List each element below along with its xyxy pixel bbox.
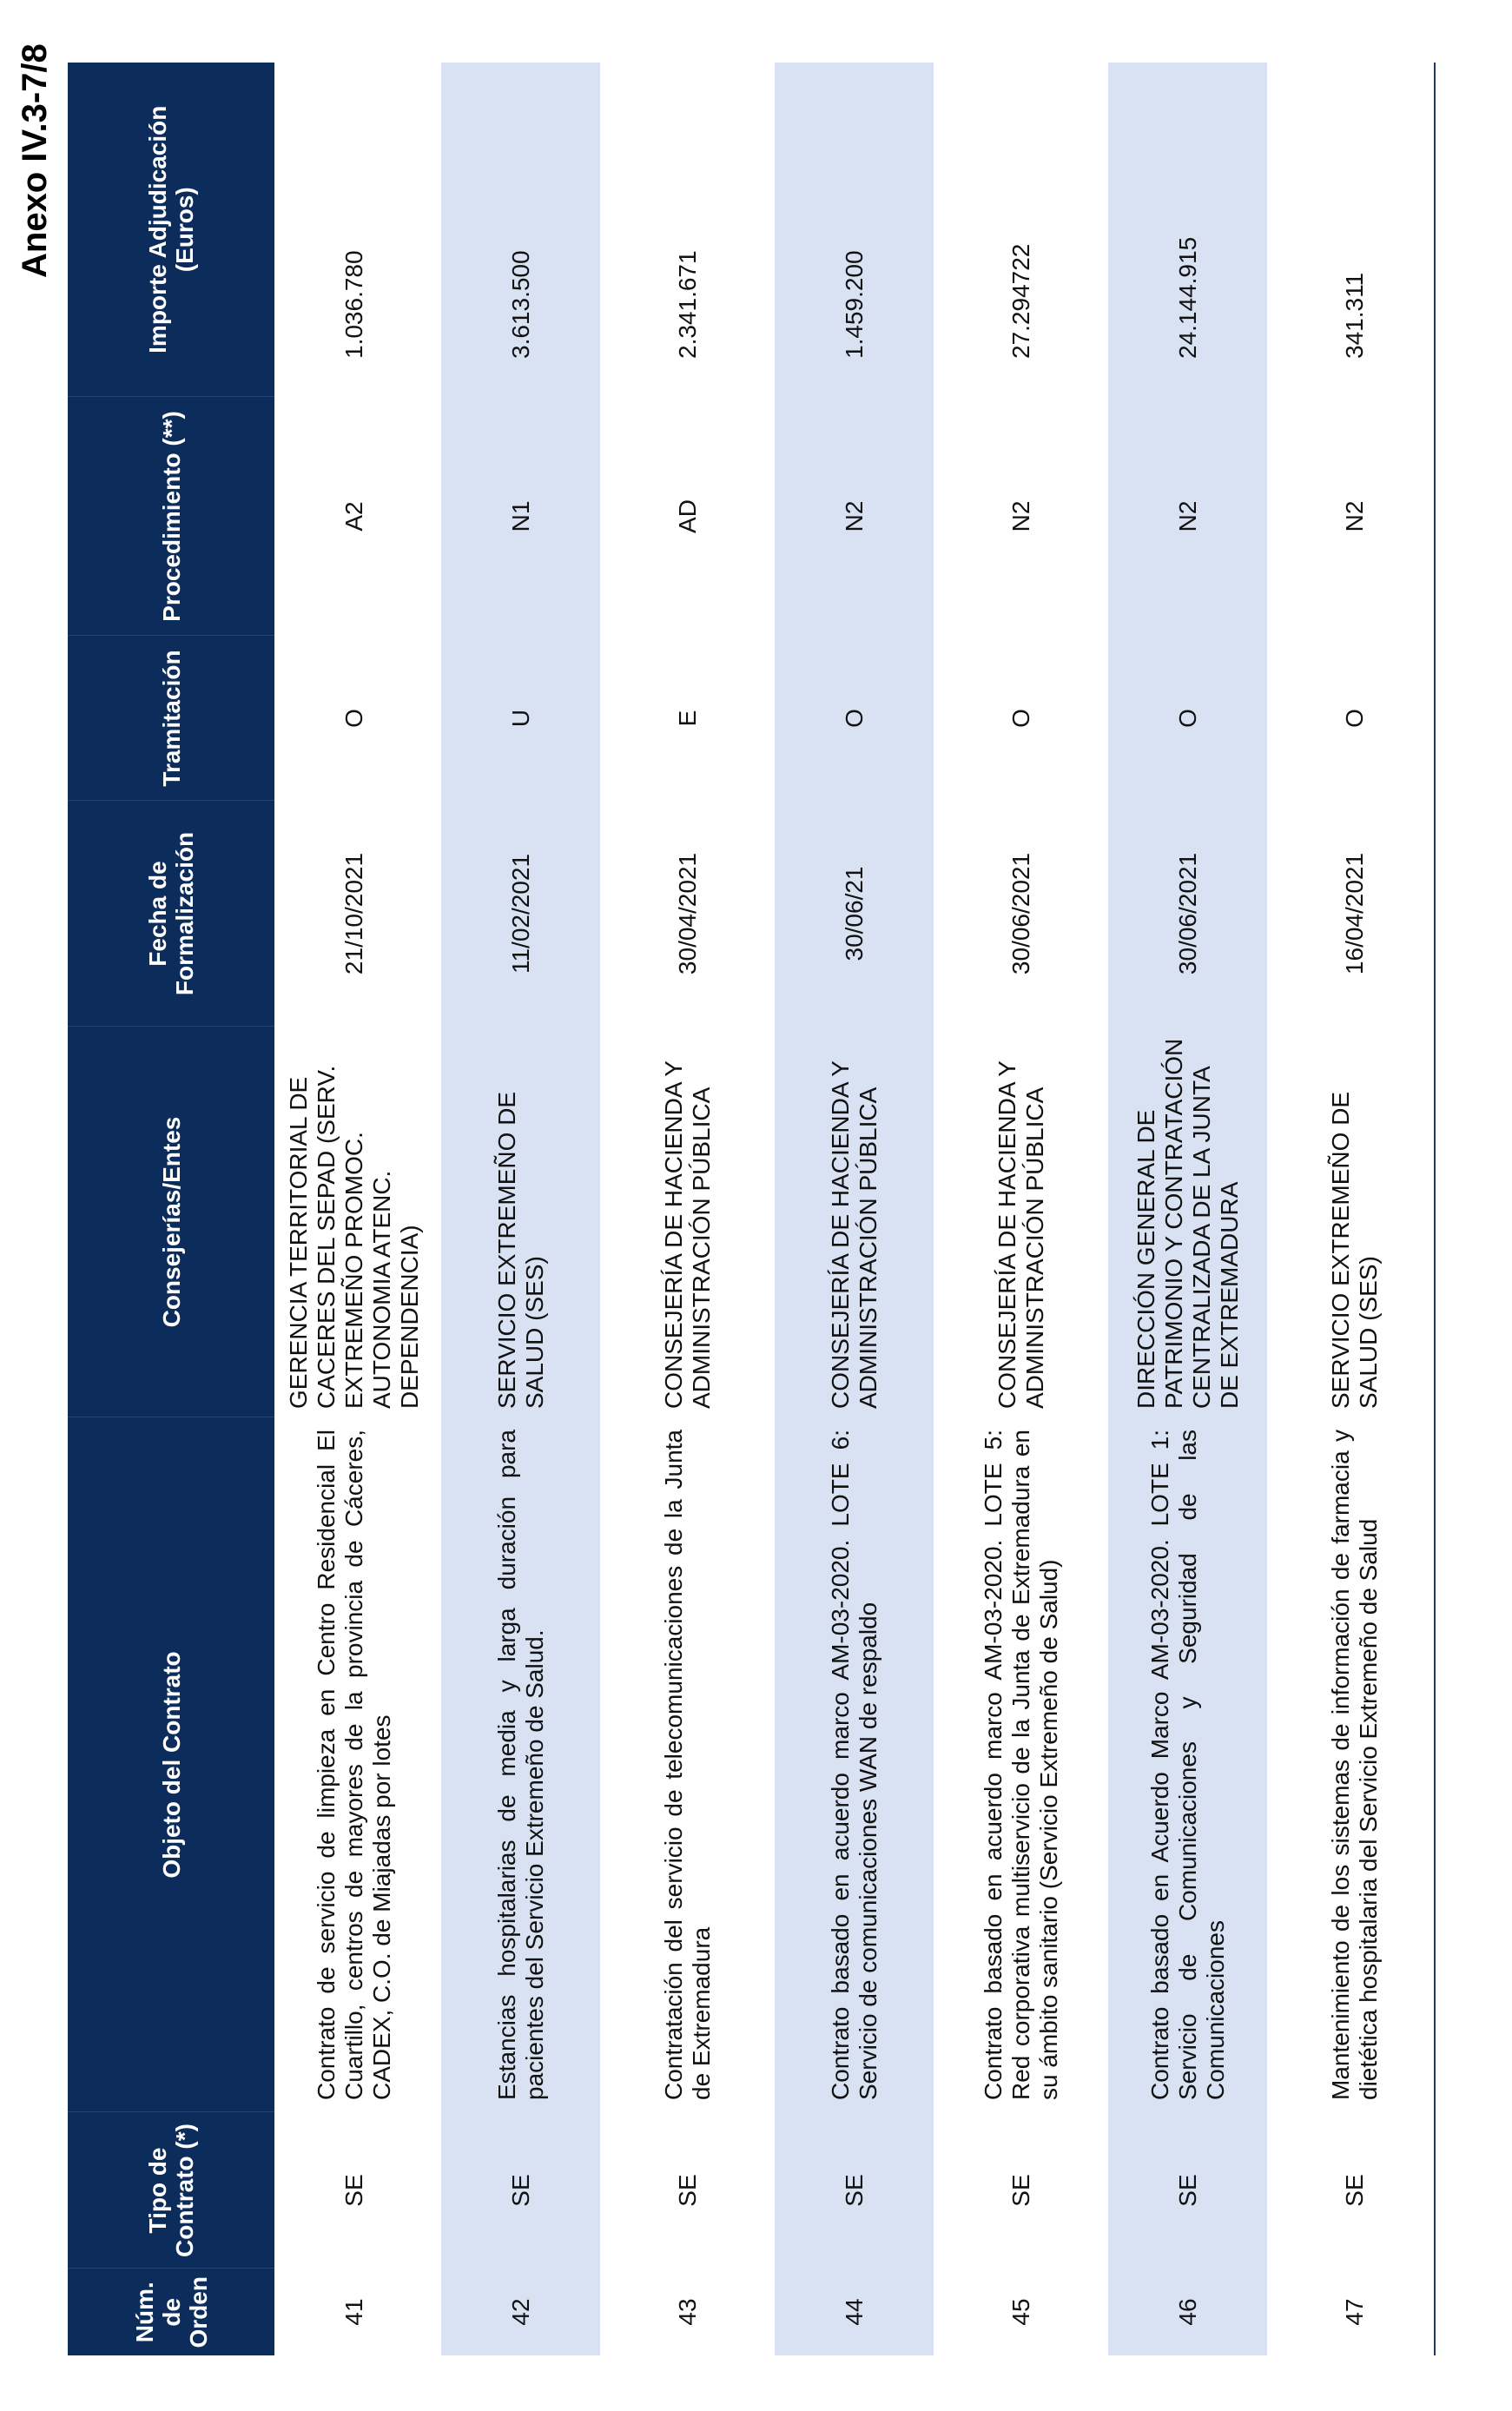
table-row <box>938 63 1105 2355</box>
cell-importe: 27.294722 <box>1007 243 1034 359</box>
cell-procedimiento: N2 <box>1007 500 1034 532</box>
cell-tramitacion: U <box>438 636 604 801</box>
cell-tipo: SE <box>1340 2174 1368 2207</box>
cell-tramitacion: O <box>1007 709 1034 728</box>
cell-importe: 24.144.915 <box>1105 63 1271 397</box>
cell-procedimiento: N2 <box>771 397 938 636</box>
cell-tipo: SE <box>1105 2112 1271 2269</box>
cell-entidad: SERVICIO EXTREMEÑO DE SALUD (SES) <box>1326 1091 1382 1409</box>
cell-fecha: 21/10/2021 <box>340 852 367 975</box>
table-row <box>771 63 938 2355</box>
cell-num: 42 <box>438 2269 604 2355</box>
cell-tipo: SE <box>771 2112 938 2269</box>
header-tipo-contrato: Tipo de Contrato (*) <box>68 2112 274 2269</box>
header-consejerias: Consejerías/Entes <box>68 1027 274 1417</box>
cell-tipo: SE <box>438 2112 604 2269</box>
cell-num: 45 <box>1007 2298 1034 2326</box>
cell-objeto: Contrato basado en Acuerdo Marco AM-03-2020. LOTE 1: Servicio de Comunicaciones y Seguridad de las Comunicaciones <box>1105 1417 1271 2112</box>
cell-num: 44 <box>771 2269 938 2355</box>
cell-entidad: CONSEJERÍA DE HACIENDA Y ADMINISTRACIÓN PÚBLICA <box>659 1060 715 1409</box>
cell-fecha: 30/04/2021 <box>673 852 701 975</box>
cell-procedimiento: N2 <box>1105 397 1271 636</box>
cell-num: 47 <box>1340 2298 1368 2326</box>
cell-fecha: 30/06/2021 <box>1105 801 1271 1027</box>
contracts-table <box>68 63 1436 2355</box>
table-row <box>1271 63 1436 2355</box>
cell-tramitacion: O <box>340 709 367 728</box>
cell-tramitacion: O <box>1340 709 1368 728</box>
cell-procedimiento: AD <box>673 499 701 533</box>
cell-objeto: Estancias hospitalarias de media y larga duración para pacientes del Servicio Extremeño de Salud. <box>438 1417 604 2112</box>
cell-fecha: 30/06/21 <box>771 801 938 1027</box>
cell-objeto: Contratación del servicio de telecomunicaciones de la Junta de Extremadura <box>659 1430 715 2100</box>
cell-importe: 2.341.671 <box>673 250 701 359</box>
cell-importe: 1.036.780 <box>340 250 367 359</box>
cell-procedimiento: N2 <box>1340 500 1368 532</box>
cell-num: 43 <box>673 2298 701 2326</box>
cell-procedimiento: N1 <box>438 397 604 636</box>
cell-tramitacion: O <box>1105 636 1271 801</box>
cell-objeto: Contrato basado en acuerdo marco AM-03-2020. LOTE 6: Servicio de comunicaciones WAN de respaldo <box>771 1417 938 2112</box>
annex-title: Anexo IV.3-7/8 <box>16 43 54 278</box>
cell-entidad: SERVICIO EXTREMEÑO DE SALUD (SES) <box>438 1027 604 1417</box>
cell-importe: 1.459.200 <box>771 63 938 397</box>
table-row <box>604 63 771 2355</box>
cell-tipo: SE <box>1007 2174 1034 2207</box>
cell-importe: 341.311 <box>1340 272 1368 359</box>
table-row <box>274 63 438 2355</box>
cell-tramitacion: E <box>673 710 701 727</box>
header-row <box>68 63 274 2355</box>
cell-entidad: CONSEJERÍA DE HACIENDA Y ADMINISTRACIÓN PÚBLICA <box>771 1027 938 1417</box>
header-num-orden: Núm. de Orden <box>68 2269 274 2355</box>
cell-importe: 3.613.500 <box>438 63 604 397</box>
cell-num: 46 <box>1105 2269 1271 2355</box>
cell-objeto: Contrato basado en acuerdo marco AM-03-2020. LOTE 5: Red corporativa multiservicio de la Junta de Extremadura en su ámbito sanitario (Servicio Extremeño de Salud) <box>979 1430 1062 2100</box>
header-importe: Importe Adjudicación (Euros) <box>68 63 274 397</box>
cell-fecha: 30/06/2021 <box>1007 852 1034 975</box>
cell-entidad: DIRECCIÓN GENERAL DE PATRIMONIO Y CONTRATACIÓN CENTRALIZADA DE LA JUNTA DE EXTREMADURA <box>1105 1027 1271 1417</box>
table-row <box>1105 63 1271 2355</box>
header-tramitacion: Tramitación <box>68 636 274 801</box>
cell-tipo: SE <box>673 2174 701 2207</box>
cell-tipo: SE <box>340 2174 367 2207</box>
cell-fecha: 16/04/2021 <box>1340 852 1368 975</box>
cell-objeto: Mantenimiento de los sistemas de información de farmacia y dietética hospitalaria del Servicio Extremeño de Salud <box>1326 1430 1382 2100</box>
cell-entidad: CONSEJERÍA DE HACIENDA Y ADMINISTRACIÓN PÚBLICA <box>993 1060 1048 1409</box>
cell-objeto: Contrato de servicio de limpieza en Centro Residencial El Cuartillo, centros de mayores de la provincia de Cáceres, CADEX, C.O. de Miajadas por lotes <box>312 1430 395 2100</box>
header-procedimiento: Procedimiento (**) <box>68 397 274 636</box>
cell-procedimiento: A2 <box>340 501 367 532</box>
header-fecha: Fecha de Formalización <box>68 801 274 1027</box>
cell-fecha: 11/02/2021 <box>438 801 604 1027</box>
header-objeto: Objeto del Contrato <box>68 1417 274 2112</box>
cell-tramitacion: O <box>771 636 938 801</box>
cell-entidad: GERENCIA TERRITORIAL DE CACERES DEL SEPAD (SERV. EXTREMEÑO PROMOC. AUTONOMIA ATENC. DEPENDENCIA) <box>284 1065 423 1409</box>
table-row <box>438 63 604 2355</box>
cell-num: 41 <box>340 2298 367 2326</box>
